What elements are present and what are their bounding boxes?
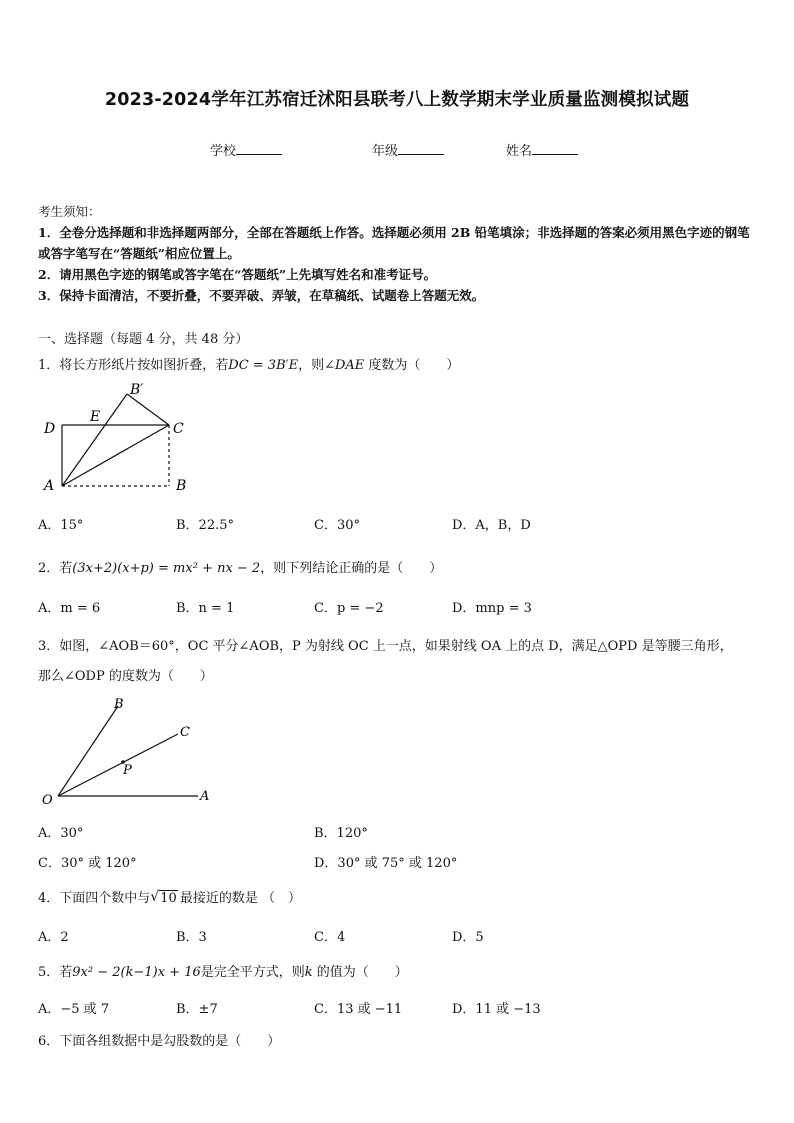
q2-option-b[interactable]: B．n = 1 [176,601,235,616]
q1-option-a[interactable]: A．15° [38,518,84,533]
sqrt-expression: √ 10 [150,889,177,906]
q5-option-c[interactable]: C．13 或 −11 [314,1002,403,1017]
school-blank [236,142,282,155]
figure-folded-rectangle [38,380,198,495]
page-title: 2023-2024学年江苏宿迁沭阳县联考八上数学期末学业质量监测模拟试题 [104,90,690,110]
q1-option-c[interactable]: C．30° [314,518,360,533]
q2-option-c[interactable]: C．p = −2 [314,601,384,616]
q2-option-d[interactable]: D．mnp = 3 [452,601,532,616]
q4-option-c[interactable]: C．4 [314,930,346,945]
q3-option-c[interactable]: C．30° 或 120° [38,856,137,871]
q5-option-b[interactable]: B．±7 [176,1002,218,1017]
q4-option-a[interactable]: A．2 [38,930,69,945]
question-1: 1．将长方形纸片按如图折叠，若DC = 3B′E，则∠DAE 度数为（ ） [38,358,460,373]
name-field: 姓名 [506,140,578,159]
label-a: A [200,789,210,804]
label-p: P [123,763,132,778]
label-o: O [42,793,53,808]
q1-option-d[interactable]: D．A，B，D [452,518,531,533]
name-blank [532,142,578,155]
notice-heading: 考生须知： [38,204,101,219]
label-c: C [173,421,184,437]
question-6: 6．下面各组数据中是勾股数的是（ ） [38,1034,281,1049]
label-b: B [176,478,187,494]
question-2: 2．若(3x+2)(x+p) = mx² + nx − 2，则下列结论正确的是（ ） [38,561,443,576]
school-field: 学校 [210,140,282,159]
question-3-line-1: 3．如图，∠AOB＝60°，OC 平分∠AOB，P 为射线 OC 上一点，如果射线 OA 上的点 D，满足△OPD 是等腰三角形， [38,639,733,654]
q3-option-a[interactable]: A．30° [38,826,84,841]
q5-option-a[interactable]: A．−5 或 7 [38,1002,110,1017]
label-b-prime: B′ [130,382,144,398]
label-c: C [180,725,190,740]
notice-item-2: 2．请用黑色字迹的钢笔或答字笔在“答题纸”上先填写姓名和准考证号。 [38,267,437,282]
question-3-line-2: 那么∠ODP 的度数为（ ） [38,669,213,684]
notice-item-3: 3．保持卡面清洁，不要折叠，不要弄破、弄皱，在草稿纸、试题卷上答题无效。 [38,288,485,303]
notice-item-1: 1．全卷分选择题和非选择题两部分，全部在答题纸上作答。选择题必须用 2B 铅笔填涂；非选择题的答案必须用黑色字迹的钢笔或答字笔写在“答题纸”相应位置上。 [38,225,750,261]
q3-option-b[interactable]: B．120° [314,826,368,841]
question-4: 4．下面四个数中与 √ 10 最接近的数是 （ ） [38,889,301,906]
q5-option-d[interactable]: D．11 或 −13 [452,1002,541,1017]
label-a: A [44,478,55,494]
label-e: E [90,409,101,425]
grade-blank [398,142,444,155]
q4-option-b[interactable]: B．3 [176,930,207,945]
figure-angle-bisector [38,692,228,810]
label-d: D [44,421,56,437]
q4-option-d[interactable]: D．5 [452,930,484,945]
section-heading: 一、选择题（每题 4 分，共 48 分） [38,332,249,347]
grade-field: 年级 [372,140,444,159]
q1-option-b[interactable]: B．22.5° [176,518,234,533]
q3-option-d[interactable]: D．30° 或 75° 或 120° [314,856,458,871]
label-b: B [114,697,124,712]
question-5: 5．若9x² − 2(k−1)x + 16是完全平方式，则k 的值为（ ） [38,965,408,980]
q2-option-a[interactable]: A．m = 6 [38,601,101,616]
